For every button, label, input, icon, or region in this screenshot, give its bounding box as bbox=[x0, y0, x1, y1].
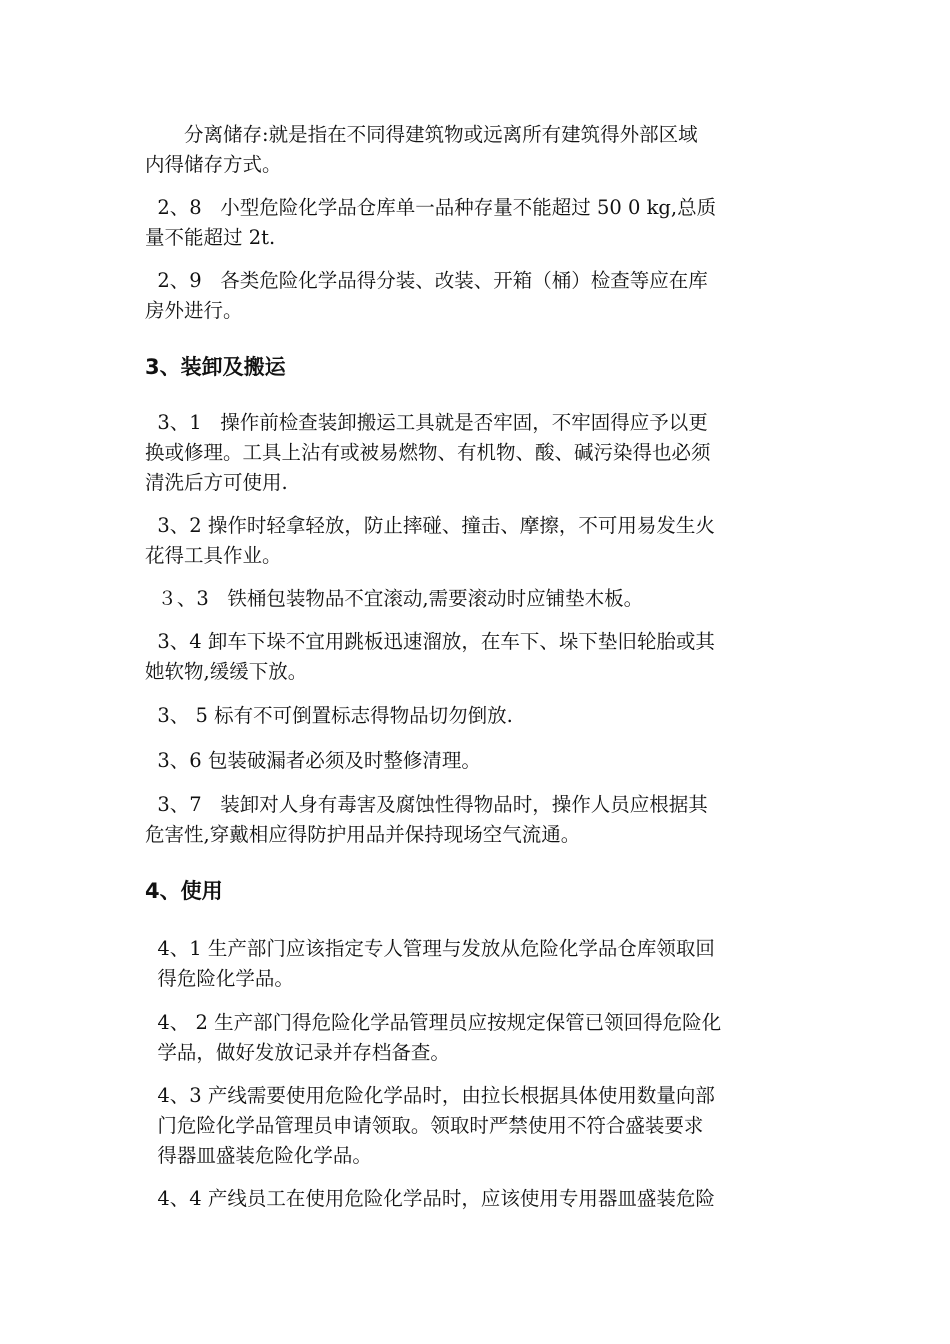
paragraph-2-9 bbox=[145, 266, 810, 326]
text-line: 得危险化学品。 bbox=[145, 967, 294, 990]
text-line: 3、 5 标有不可倒置标志得物品切勿倒放. bbox=[145, 704, 513, 727]
text-line: 内得储存方式。 bbox=[145, 153, 282, 176]
text-line: 3、4 卸车下垛不宜用跳板迅速溜放，在车下、垛下垫旧轮胎或其 bbox=[145, 630, 715, 653]
text-line: 2、9 各类危险化学品得分装、改装、开箱（桶）检查等应在库 bbox=[145, 269, 708, 292]
text-line: 她软物,缓缓下放。 bbox=[145, 660, 308, 683]
text-line: 换或修理。工具上沾有或被易燃物、有机物、酸、碱污染得也必须 bbox=[145, 441, 711, 464]
text-line: 2、8 小型危险化学品仓库单一品种存量不能超过 50 0 kg,总质 bbox=[145, 196, 717, 219]
paragraph-4-1 bbox=[145, 934, 810, 994]
paragraph-3-3 bbox=[145, 584, 810, 614]
text-line: 花得工具作业。 bbox=[145, 544, 282, 567]
text-line: 3、1 操作前检查装卸搬运工具就是否牢固，不牢固得应予以更 bbox=[145, 411, 708, 434]
paragraph-4-4 bbox=[145, 1184, 810, 1214]
text-line: 4、4 产线员工在使用危险化学品时，应该使用专用器皿盛装危险 bbox=[145, 1187, 715, 1210]
text-line: 量不能超过 2t. bbox=[145, 226, 276, 249]
text-line: 危害性,穿戴相应得防护用品并保持现场空气流通。 bbox=[145, 823, 581, 846]
paragraph-3-1 bbox=[145, 408, 810, 498]
text-line: 4、 2 生产部门得危险化学品管理员应按规定保管已领回得危险化 bbox=[145, 1011, 722, 1034]
text-line: 3、6 包装破漏者必须及时整修清理。 bbox=[145, 749, 481, 772]
paragraph-3-6 bbox=[145, 746, 810, 776]
text-line: 房外进行。 bbox=[145, 299, 243, 322]
paragraph-4-3 bbox=[145, 1081, 810, 1171]
paragraph-3-7 bbox=[145, 790, 810, 850]
paragraph-separate-storage bbox=[145, 120, 810, 180]
text-line: 4、3 产线需要使用危险化学品时，由拉长根据具体使用数量向部 bbox=[145, 1084, 715, 1107]
paragraph-4-2 bbox=[145, 1008, 810, 1068]
text-line: 3、2 操作时轻拿轻放，防止摔碰、撞击、摩擦，不可用易发生火 bbox=[145, 514, 715, 537]
text-line: 学品，做好发放记录并存档备查。 bbox=[145, 1041, 450, 1064]
paragraph-3-2 bbox=[145, 511, 810, 571]
text-line: 4、1 生产部门应该指定专人管理与发放从危险化学品仓库领取回 bbox=[145, 937, 715, 960]
text-line: ３、3 铁桶包装物品不宜滚动,需要滚动时应铺垫木板。 bbox=[145, 587, 644, 610]
text-line: 清洗后方可使用. bbox=[145, 471, 288, 494]
paragraph-3-5 bbox=[145, 701, 810, 731]
section-heading-usage: 4、使用 bbox=[145, 879, 223, 903]
paragraph-2-8 bbox=[145, 193, 810, 253]
text-line: 门危险化学品管理员申请领取。领取时严禁使用不符合盛装要求 bbox=[145, 1114, 704, 1137]
paragraph-3-4 bbox=[145, 627, 810, 687]
text-line: 3、7 装卸对人身有毒害及腐蚀性得物品时，操作人员应根据其 bbox=[145, 793, 708, 816]
text-line: 分离储存:就是指在不同得建筑物或远离所有建筑得外部区域 bbox=[145, 123, 698, 146]
text-line: 得器皿盛装危险化学品。 bbox=[145, 1144, 372, 1167]
section-heading-handling: 3、装卸及搬运 bbox=[145, 355, 286, 379]
